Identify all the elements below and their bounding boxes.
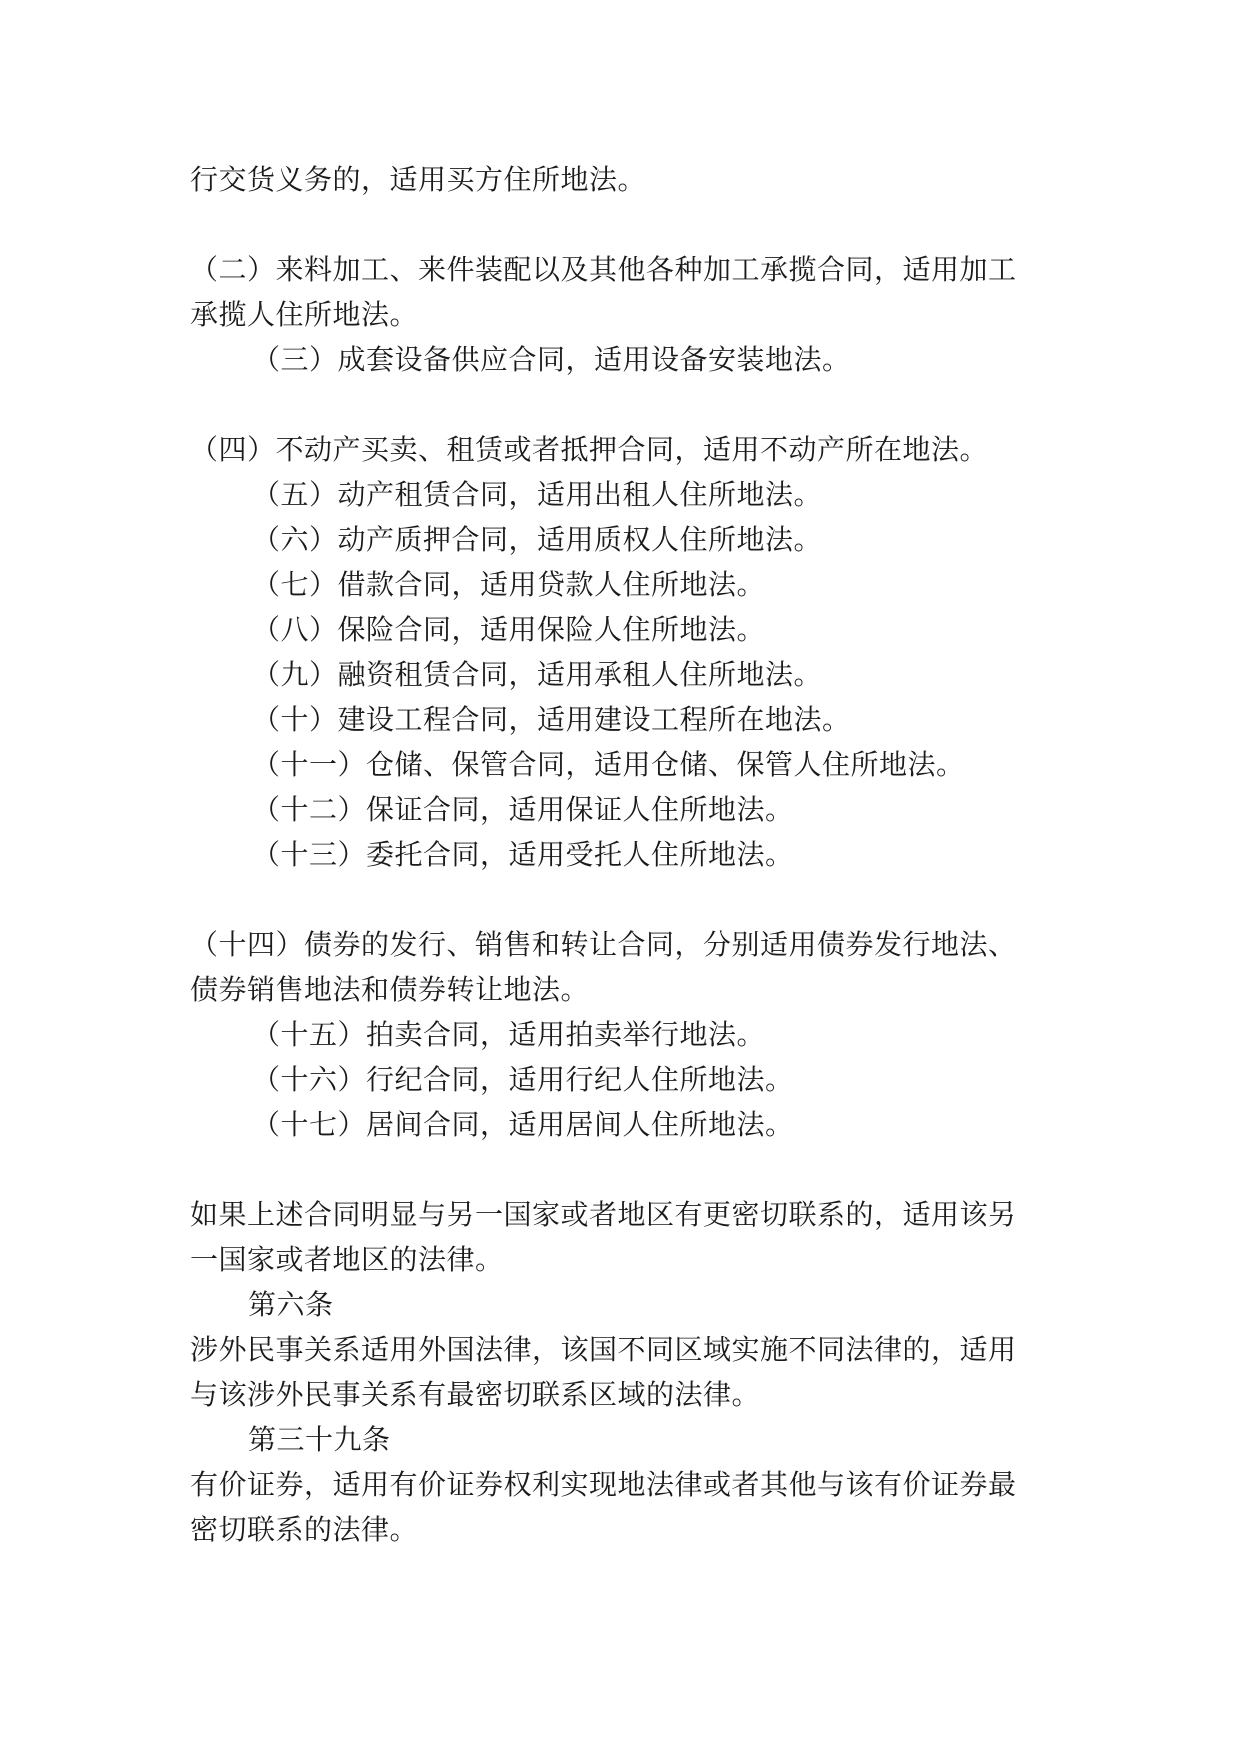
text-line: （十一）仓储、保管合同，适用仓储、保管人住所地法。	[252, 748, 965, 781]
text-line: （二）来料加工、来件装配以及其他各种加工承揽合同，适用加工	[190, 253, 1017, 286]
text-line: （四）不动产买卖、租赁或者抵押合同，适用不动产所在地法。	[190, 433, 989, 466]
text-line: 债券销售地法和债券转让地法。	[190, 973, 590, 1006]
text-line: 行交货义务的，适用买方住所地法。	[190, 163, 647, 196]
text-line: （十）建设工程合同，适用建设工程所在地法。	[252, 703, 851, 736]
text-line: （九）融资租赁合同，适用承租人住所地法。	[252, 658, 823, 691]
text-line: 承揽人住所地法。	[190, 298, 419, 331]
text-line: （十四）债券的发行、销售和转让合同，分别适用债券发行地法、	[190, 928, 1017, 961]
text-line: 一国家或者地区的法律。	[190, 1243, 504, 1276]
article-heading: 第六条	[248, 1288, 334, 1321]
text-line: （五）动产租赁合同，适用出租人住所地法。	[252, 478, 823, 511]
text-line: （十六）行纪合同，适用行纪人住所地法。	[252, 1063, 794, 1096]
text-line: （六）动产质押合同，适用质权人住所地法。	[252, 523, 823, 556]
text-line: 涉外民事关系适用外国法律，该国不同区域实施不同法律的，适用	[190, 1333, 1017, 1366]
text-line: （七）借款合同，适用贷款人住所地法。	[252, 568, 766, 601]
text-line: （十二）保证合同，适用保证人住所地法。	[252, 793, 794, 826]
text-line: 与该涉外民事关系有最密切联系区域的法律。	[190, 1378, 761, 1411]
text-line: 有价证券，适用有价证券权利实现地法律或者其他与该有价证券最	[190, 1468, 1017, 1501]
text-line: 密切联系的法律。	[190, 1513, 419, 1546]
text-line: 如果上述合同明显与另一国家或者地区有更密切联系的，适用该另	[190, 1198, 1017, 1231]
text-line: （十三）委托合同，适用受托人住所地法。	[252, 838, 794, 871]
text-line: （三）成套设备供应合同，适用设备安装地法。	[252, 343, 851, 376]
text-line: （八）保险合同，适用保险人住所地法。	[252, 613, 766, 646]
article-heading: 第三十九条	[248, 1423, 391, 1456]
text-line: （十五）拍卖合同，适用拍卖举行地法。	[252, 1018, 766, 1051]
text-line: （十七）居间合同，适用居间人住所地法。	[252, 1108, 794, 1141]
